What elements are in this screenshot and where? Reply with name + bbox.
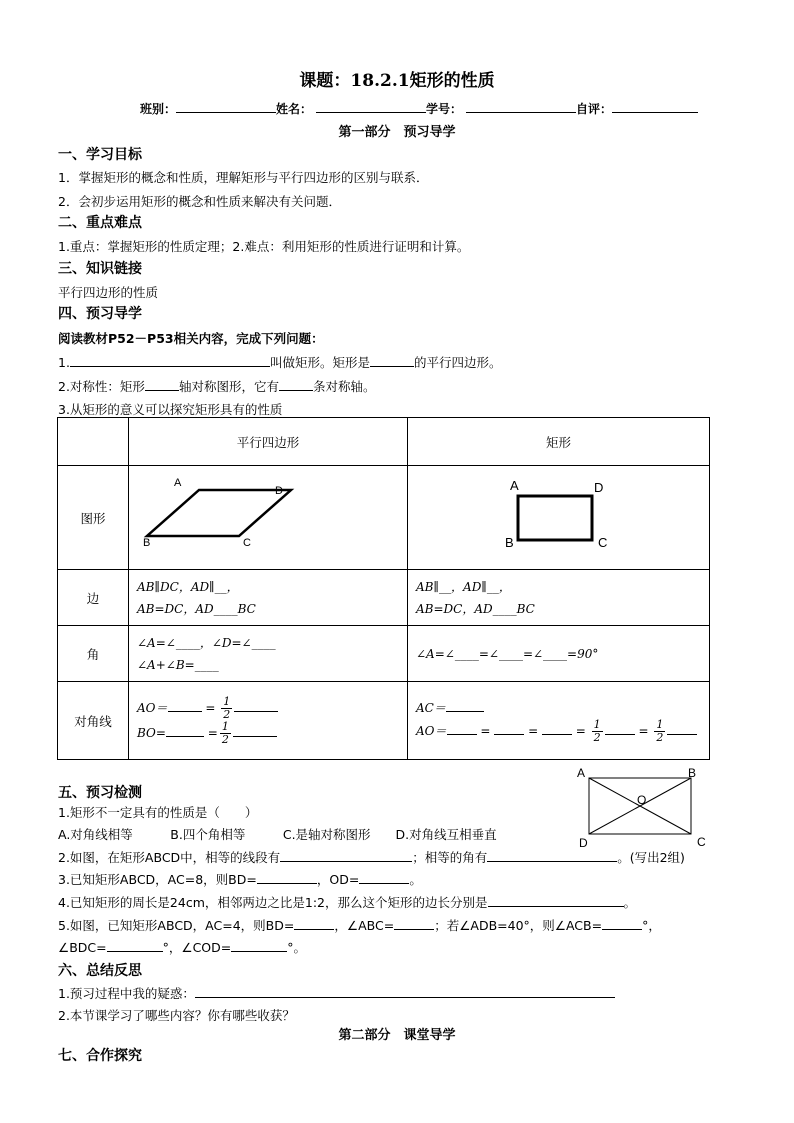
rect-label-d: D — [594, 480, 604, 495]
rect-ac-label: AC＝ — [416, 701, 446, 715]
rect-ac-blank[interactable] — [446, 699, 484, 712]
para-label-a: A — [174, 477, 182, 489]
para-ao-eq: = — [205, 700, 216, 715]
section6-heading: 六、总结反思 — [58, 963, 142, 979]
goal-line-1: 1．掌握矩形的概念和性质，理解矩形与平行四边形的区别与联系． — [58, 170, 429, 185]
half-fraction — [654, 719, 665, 744]
frac-num: 1 — [223, 694, 231, 708]
q5-text-g: °。 — [287, 940, 306, 955]
rect-angle-line: ∠A=∠____=∠____=∠____=90° — [416, 646, 599, 661]
para-side-line-2: AB=DC，AD____BC — [137, 601, 256, 616]
rect-label-c: C — [598, 535, 608, 550]
class-label: 班别： — [140, 102, 177, 116]
para-ao-label: AO＝ — [137, 700, 168, 715]
rect-ao-blank-5[interactable] — [667, 722, 697, 735]
eval-field[interactable] — [612, 100, 698, 113]
knowledge-line: 平行四边形的性质 — [58, 285, 159, 300]
section1-heading: 一、学习目标 — [58, 147, 142, 163]
para-label-d: D — [275, 485, 283, 497]
q4-text-a: 4.已知矩形的周长是24cm，相邻两边之比是1:2，那么这个矩形的边长分别是 — [58, 895, 488, 910]
q5-text-c: ；若∠ADB=40°，则∠ACB= — [434, 918, 603, 933]
section2-heading: 二、重点难点 — [58, 215, 142, 231]
frac-num: 1 — [593, 718, 601, 731]
q1-blank-1[interactable] — [70, 354, 270, 367]
q5-text-b: ，∠ABC= — [334, 918, 395, 933]
fig-label-b: B — [688, 766, 697, 780]
para-diag-ao-line — [129, 696, 407, 721]
q5-blank-abc[interactable] — [394, 917, 434, 930]
q1-prefix: 1. — [58, 355, 70, 370]
section3-heading: 三、知识链接 — [58, 261, 142, 277]
para-bo-label: BO= — [137, 725, 166, 740]
page-title: 课题：18.2.1矩形的性质 — [299, 71, 495, 91]
reflection-q1-blank[interactable] — [195, 985, 615, 998]
q1-blank-2[interactable] — [370, 354, 414, 367]
q2-blank-segments[interactable] — [280, 849, 412, 862]
rect-side-line-1: AB∥__，AD∥__， — [416, 579, 511, 594]
rect-angle-cell — [408, 626, 710, 682]
number-field[interactable] — [466, 100, 576, 113]
para-bo-eq: = — [207, 725, 218, 740]
q3-text-c: 。 — [409, 872, 422, 887]
check-q1: 1.矩形不一定具有的性质是（ ） — [58, 805, 258, 820]
check-q4 — [58, 893, 636, 911]
q5-text-a: 5.如图，已知矩形ABCD，AC=4，则BD= — [58, 918, 295, 933]
reflection-q2: 2.本节课学习了哪些内容？你有哪些收获？ — [58, 1008, 295, 1023]
reading-instruction: 阅读教材P52－P53相关内容，完成下列问题： — [58, 331, 324, 346]
student-info-row — [140, 100, 698, 117]
number-label: 学号： — [426, 102, 463, 116]
q2-blank-2[interactable] — [279, 378, 313, 391]
name-label: 姓名： — [276, 102, 313, 116]
check-q5-cont — [58, 938, 306, 956]
q2-blank-angles[interactable] — [487, 849, 617, 862]
goal-line-2: 2．会初步运用矩形的概念和性质来解决有关问题． — [58, 194, 341, 209]
frac-den: 2 — [593, 731, 601, 744]
row-label-side: 边 — [58, 570, 129, 626]
rect-ao-blank-3[interactable] — [542, 722, 572, 735]
fig-label-d: D — [579, 836, 588, 850]
para-diagonal-cell — [129, 682, 408, 760]
question-3: 3.从矩形的意义可以探究矩形具有的性质 — [58, 402, 283, 417]
properties-table — [57, 417, 710, 760]
frac-num: 1 — [656, 718, 664, 731]
half-fraction — [220, 721, 231, 746]
q5-blank-cod[interactable] — [231, 939, 287, 952]
q2-end: 条对称轴。 — [312, 379, 376, 394]
q2-mid: 轴对称图形，它有 — [178, 379, 279, 394]
q2-text-c: 。(写出2组) — [617, 850, 685, 865]
half-fraction — [221, 696, 232, 721]
q2-prefix: 2.对称性：矩形 — [58, 379, 145, 394]
rect-ao-eq-4: = — [638, 724, 649, 738]
section4-heading: 四、预习导学 — [58, 306, 142, 322]
q3-text-b: ，OD= — [316, 872, 360, 887]
q1-end: 的平行四边形。 — [413, 355, 502, 370]
para-label-c: C — [243, 537, 251, 549]
question-1 — [58, 353, 501, 371]
parallelogram-figure — [129, 466, 407, 566]
q1-mid: 叫做矩形。矩形是 — [269, 355, 370, 370]
reflection-q1-text: 1.预习过程中我的疑惑： — [58, 986, 195, 1001]
para-bo-blank[interactable] — [166, 724, 204, 737]
rect-diag-ao-line — [408, 719, 709, 744]
q5-blank-acb[interactable] — [602, 917, 642, 930]
rect-label-b: B — [505, 535, 514, 550]
rect-side-cell — [408, 570, 710, 626]
para-side-cell — [129, 570, 408, 626]
row-label-angle: 角 — [58, 626, 129, 682]
para-side-line-1: AB∥DC，AD∥__， — [137, 579, 239, 594]
class-field[interactable] — [176, 100, 276, 113]
rect-ao-eq-3: = — [575, 724, 586, 738]
rectangle-shape — [518, 496, 592, 540]
name-field[interactable] — [316, 100, 426, 113]
half-fraction — [592, 719, 603, 744]
fig-label-a: A — [577, 766, 586, 780]
header-rectangle: 矩形 — [408, 418, 710, 466]
row-label-diagonal: 对角线 — [58, 682, 129, 760]
rect-label-a: A — [510, 478, 519, 493]
frac-den: 2 — [656, 731, 664, 744]
check-q2 — [58, 848, 685, 866]
para-angle-line-1: ∠A=∠____，∠D=∠____ — [137, 635, 276, 650]
part2-heading: 第二部分 课堂导学 — [338, 1028, 456, 1043]
eval-label: 自评： — [576, 102, 613, 116]
question-2 — [58, 377, 375, 395]
rectangle-figure — [408, 466, 708, 566]
fig-label-o: O — [637, 793, 647, 807]
para-angle-line-2: ∠A+∠B=____ — [137, 657, 219, 672]
parallelogram-figure-cell — [129, 466, 408, 570]
section5-heading: 五、预习检测 — [58, 785, 142, 801]
rect-ao-eq-1: = — [480, 724, 491, 738]
rect-diag-ac-line — [408, 697, 709, 719]
q3-blank-od[interactable] — [359, 871, 409, 884]
q5-text-d: °， — [642, 918, 661, 933]
para-diag-bo-line — [129, 721, 407, 746]
para-angle-cell — [129, 626, 408, 682]
q2-blank-1[interactable] — [145, 378, 179, 391]
rectangle-figure-cell — [408, 466, 710, 570]
q5-blank-bdc[interactable] — [107, 939, 163, 952]
rect-ao-blank-1[interactable] — [447, 722, 477, 735]
rectangle-abcd-figure — [574, 766, 714, 854]
row-label-figure: 图形 — [58, 466, 129, 570]
para-bo-blank-2[interactable] — [233, 724, 277, 737]
rect-diagonal-cell — [408, 682, 710, 760]
section7-heading: 七、合作探究 — [58, 1048, 142, 1064]
q5-text-e: ∠BDC= — [58, 940, 107, 955]
table-corner — [58, 418, 129, 466]
fig-label-c: C — [697, 835, 706, 849]
rect-ao-eq-2: = — [528, 724, 539, 738]
frac-den: 2 — [223, 707, 231, 721]
check-q5 — [58, 916, 661, 934]
q2-text-a: 2.如图，在矩形ABCD中，相等的线段有 — [58, 850, 281, 865]
q3-blank-bd[interactable] — [257, 871, 317, 884]
rect-side-line-2: AB=DC，AD____BC — [416, 601, 535, 616]
q5-text-f: °，∠COD= — [162, 940, 232, 955]
para-label-b: B — [143, 537, 151, 549]
q2-text-b: ；相等的角有 — [412, 850, 488, 865]
frac-num: 1 — [221, 719, 229, 733]
para-ao-blank-2[interactable] — [234, 699, 278, 712]
rect-ao-blank-2[interactable] — [494, 722, 524, 735]
frac-den: 2 — [221, 732, 229, 746]
rect-ao-blank-4[interactable] — [605, 722, 635, 735]
q5-blank-bd[interactable] — [294, 917, 334, 930]
para-ao-blank[interactable] — [168, 699, 202, 712]
check-q1-options: A.对角线相等 B.四个角相等 C.是轴对称图形 D.对角线互相垂直 — [58, 827, 497, 842]
parallelogram-shape — [147, 490, 291, 536]
header-parallelogram: 平行四边形 — [129, 418, 408, 466]
rect-ao-label: AO＝ — [416, 724, 447, 738]
reflection-q1 — [58, 984, 615, 1002]
check-q3 — [58, 870, 422, 888]
q3-text-a: 3.已知矩形ABCD，AC=8，则BD= — [58, 872, 257, 887]
q4-blank[interactable] — [488, 894, 624, 907]
keypoint-line: 1.重点：掌握矩形的性质定理；2.难点：利用矩形的性质进行证明和计算。 — [58, 239, 470, 254]
q4-text-b: 。 — [623, 895, 637, 910]
part1-heading: 第一部分 预习导学 — [338, 125, 456, 140]
